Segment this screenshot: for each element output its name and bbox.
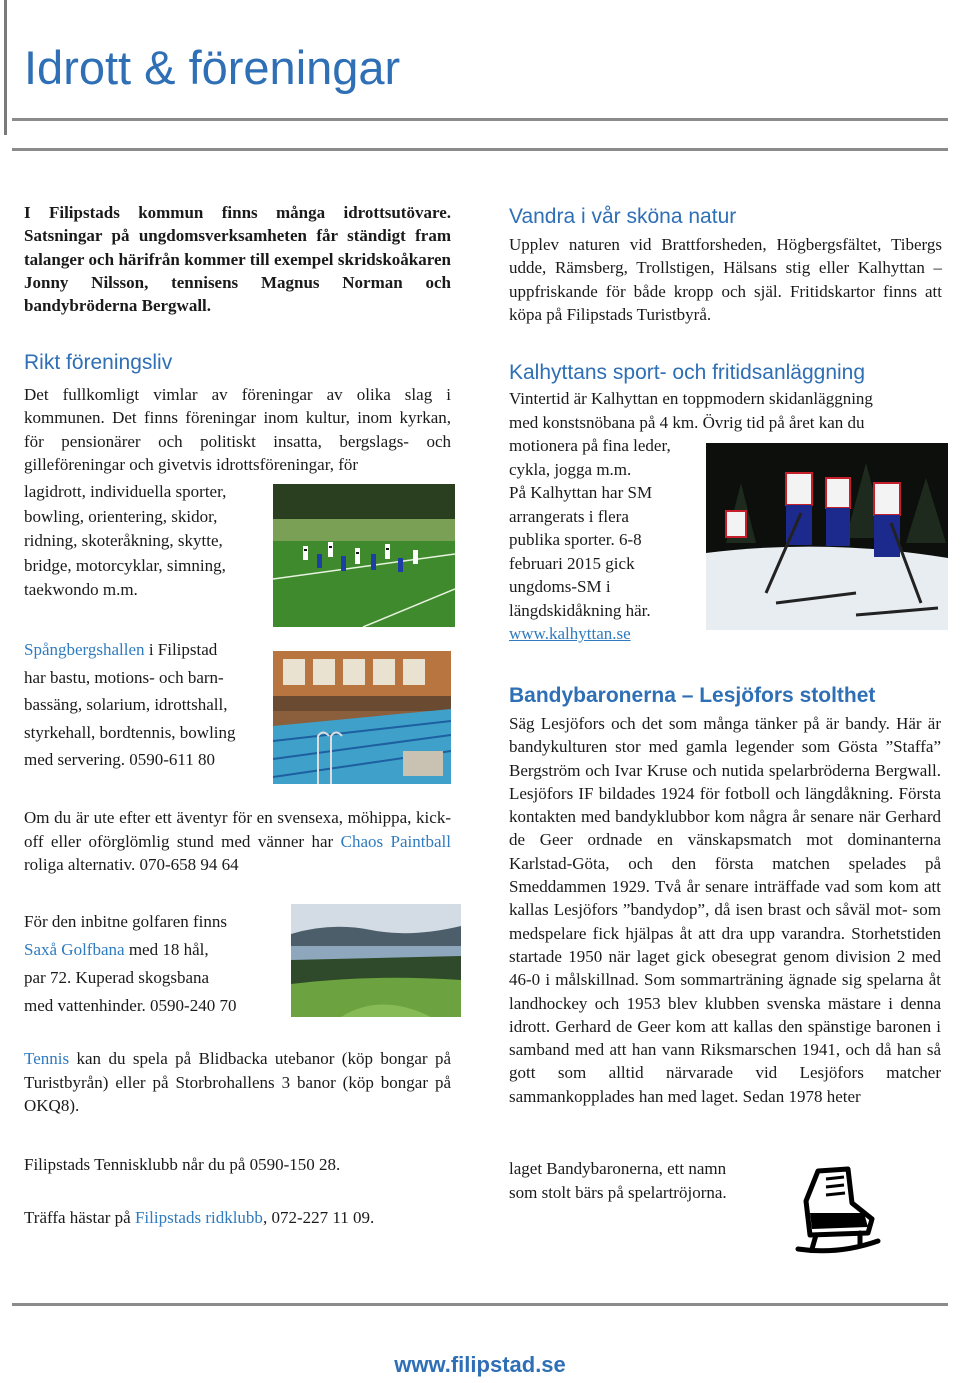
header-rule-bottom: [12, 148, 948, 151]
golf-photo: [291, 904, 461, 1017]
rikt-list: [24, 480, 274, 603]
kalhyttan-line: februari 2015 gick: [509, 553, 635, 573]
golf-line: med vattenhinder. 0590-240 70: [24, 996, 237, 1015]
left-vertical-rule: [4, 0, 7, 135]
skate-icon: [788, 1163, 882, 1261]
footer-rule: [12, 1303, 948, 1306]
spang-line: styrkehall, bordtennis, bowling: [24, 722, 236, 742]
bandy-tail-line: laget Bandybaronerna, ett namn: [509, 1159, 727, 1178]
kalhyttan-line: längdskidåkning här.: [509, 600, 651, 620]
bandy-tail-line: som stolt bärs på spelartröjorna.: [509, 1182, 727, 1202]
ridklubb-link[interactable]: Filipstads ridklubb: [134, 1208, 263, 1227]
rikt-list-line: bowling, orientering, skidor,: [24, 506, 218, 526]
golf-block: För den inbitne golfaren finns Saxå Golfbana med 18 hål, par 72. Kuperad skogsbana med vattenhinder. 0590-240 70: [24, 908, 294, 1020]
spang-line: bassäng, solarium, idrottshall,: [24, 695, 228, 714]
bandy-tail: [509, 1157, 779, 1204]
spang-line: har bastu, motions- och barn-: [24, 667, 224, 687]
footer-url[interactable]: www.filipstad.se: [394, 1352, 566, 1377]
page-title: Idrott & föreningar: [24, 41, 401, 94]
golf-link[interactable]: Saxå Golfbana: [24, 940, 125, 959]
kalhyttan-line: arrangerats i flera: [509, 506, 629, 526]
vandra-paragraph: Upplev naturen vid Brattforsheden, Högbergsfältet, Tibergs udde, Rämsberg, Trollstigen, Hälsans stig eller Kalhyttan – uppfriskande för både kropp och själ. Fritidskartor finns att köpa på Filipstads Turistbyrå.: [509, 235, 942, 324]
header-rule-top: [12, 118, 948, 121]
pool-photo: [273, 651, 451, 784]
tennis-link[interactable]: Tennis: [24, 1049, 70, 1068]
kalhyttan-line: publika sporter. 6-8: [509, 530, 642, 549]
rikt-heading: Rikt föreningsliv: [24, 351, 173, 374]
rikt-list-line: taekwondo m.m.: [24, 580, 138, 599]
football-photo: [273, 484, 455, 627]
tennis-paragraph: Tennis kan du spela på Blidbacka utebanor (köp bongar på Turistbyrån) eller på Storbrohallens 3 banor (köp bongar på OKQ8).: [24, 1049, 451, 1115]
chaos-paragraph: Om du är ute efter ett äventyr för en svensexa, möhippa, kick-off eller oförglömlig stund med vänner har Chaos Paintball roliga alternativ. 070-658 94 64: [24, 808, 451, 875]
spang-block: [24, 636, 274, 774]
golf-line: par 72. Kuperad skogsbana: [24, 968, 210, 987]
bandy-paragraph: Säg Lesjöfors och det som många tänker på är bandy. Här är bandykulturen stor med gamla legender som Gösta ”Staffa” Bergström och Ivar Kruse och nutida spelarbröderna Bergwall. Lesjöfors IF bildades 1924 för fotboll och längdåkning. Första kontakten med bandyklubbor kom några år senare när Gerhard de Geer ordnade en vänskapsmatch mot dominanterna Karlstad-Göta, och den första matchen spelades på Smeddammen 1929. Två år senare inträffade vad som kom att kallas Lesjöfors ”bandydop”, då isen brast och såväl mot- som medspelare fick hjälpas åt att dra upp varandra. Storhetstiden startade 1950 när laget gick obesegrat genom division 2 med 46-0 i målskillnad. Som sommarträning ägnade sig spelarna åt landhockey och 1953 blev klubben svenska mästare i denna idrott. Gerhard de Geer kom att kallas den spänstige baronen i samband med att han vann Riksmarschen 1941, och då han så gott som alltid närvarade vid Lesjöfors matcher sammankopplades han med laget. Sedan 1978 heter: [509, 714, 941, 1106]
rikt-list-line: bridge, motorcyklar, simning,: [24, 555, 226, 575]
skiing-photo: [706, 443, 948, 630]
spang-link[interactable]: Spångbergshallen: [24, 640, 145, 659]
kalhyttan-line: På Kalhyttan har SM: [509, 483, 653, 502]
chaos-link[interactable]: Chaos Paintball: [340, 831, 451, 851]
intro-paragraph: I Filipstads kommun finns många idrottsutövare. Satsningar på ungdomsverksamheten får ständigt fram talanger och härifrån kommer till exempel skridskoåkaren Jonny Nilsson, tennisens Magnus Norman och bandybröderna Bergwall.: [24, 203, 451, 316]
kalhyttan-line: med konstsnöbana på 4 km. Övrig tid på året kan du: [509, 412, 865, 432]
kalhyttan-line: cykla, jogga m.m.: [509, 459, 632, 479]
golf-line: För den inbitne golfaren finns: [24, 912, 228, 931]
spang-line: med servering. 0590-611 80: [24, 750, 216, 769]
kalhyttan-line: Vintertid är Kalhyttan en toppmodern skidanläggning: [509, 389, 873, 408]
tennisklubb-text: Filipstads Tennisklubb når du på 0590-150 28.: [24, 1155, 341, 1174]
rikt-list-line: ridning, skoteråkning, skytte,: [24, 531, 223, 550]
vandra-heading: Vandra i vår sköna natur: [509, 205, 737, 228]
kalhyttan-line: ungdoms-SM i: [509, 577, 611, 596]
kalhyttan-link[interactable]: www.kalhyttan.se: [509, 624, 631, 643]
rikt-list-line: lagidrott, individuella sporter,: [24, 482, 227, 501]
bandy-heading: Bandybaronerna – Lesjöfors stolthet: [509, 684, 876, 707]
kalhyttan-heading: Kalhyttans sport- och fritidsanläggning: [509, 361, 866, 384]
spang-line: i Filipstad: [148, 640, 218, 659]
rikt-paragraph: Det fullkomligt vimlar av föreningar av olika slag i kommunen. Det finns föreningar inom kultur, inom kyrkan, för pensionärer och politiskt insatta, bergslags- och gilleföreningar och givetvis idrottsföreningar, för: [24, 385, 451, 474]
hastar-paragraph: Träffa hästar på Filipstads ridklubb, 072-227 11 09.: [24, 1208, 375, 1227]
kalhyttan-line: motionera på fina leder,: [509, 436, 671, 455]
